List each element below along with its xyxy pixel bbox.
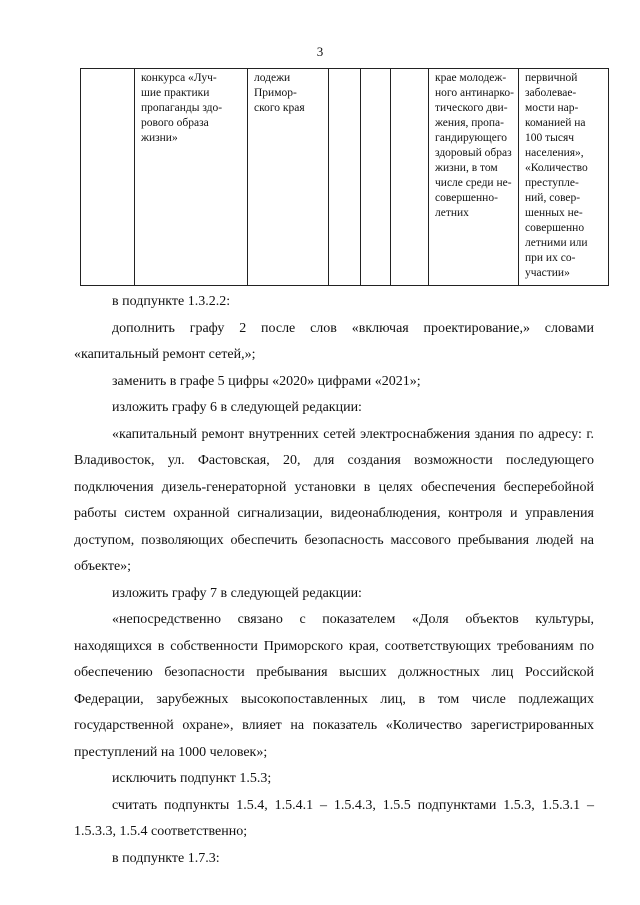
paragraph: исключить подпункт 1.5.3; — [112, 771, 272, 786]
paragraph: заменить в графе 5 цифры «2020» цифрами «2021»; — [112, 373, 421, 389]
table-cell: лодежи Примор- ского края — [248, 69, 329, 286]
paragraph: считать подпункты 1.5.4, 1.5.4.1 – 1.5.4.3, 1.5.5 подпунктами 1.5.3, 1.5.3.1 – 1.5.3.3, 1.5.4 соответственно; — [74, 797, 594, 839]
paragraph: «непосредственно связано с показателем «Доля объектов культуры, находящихся в собственности Приморского края, соответствующих требованиям по обеспечению безопасности пребывания высших должностных лиц Российской Федерации, зарубежных высокопоставленных лиц, в том числе подлежащих государственной охране», влияет на показатель «Количество зарегистрированных преступлений на 1000 человек»; — [74, 612, 594, 760]
paragraph: «капитальный ремонт сетей,»; — [74, 347, 256, 362]
table-cell — [329, 69, 361, 286]
table-cell — [391, 69, 429, 286]
paragraph: в подпункте 1.3.2.2: — [112, 294, 231, 309]
page-number: 3 — [316, 44, 324, 59]
table-fragment — [80, 68, 609, 286]
table-cell — [361, 69, 391, 286]
table-row — [81, 69, 609, 286]
table-cell: крае молодеж- ного антинарко- тического дви- жения, пропа- гандирующего здоровый образ жизни, в том числе среди не- совершенно- летних — [429, 69, 519, 286]
paragraph: «капитальный ремонт внутренних сетей электроснабжения здания по адресу: г. Владивосток, ул. Фастовская, 20, для создания возможности последующего подключения дизель-генераторной установки в целях обеспечения бесперебойной работы систем охранной сигнализации, видеонаблюдения, контроля и управления доступом, позволяющих обеспечить безопасность массового пребывания людей на объекте»; — [74, 426, 594, 574]
paragraph: изложить графу 6 в следующей редакции: — [112, 400, 362, 415]
paragraph: дополнить графу 2 после слов «включая проектирование,» словами — [112, 320, 594, 336]
paragraph: изложить графу 7 в следующей редакции: — [112, 585, 362, 601]
paragraph: в подпункте 1.7.3: — [112, 850, 220, 866]
document-body — [74, 289, 594, 872]
table-cell — [81, 69, 135, 286]
table-cell: конкурса «Луч- шие практики пропаганды здо- рового образа жизни» — [135, 69, 248, 286]
table-cell: первичной заболевае- мости нар- команией на 100 тысяч населения», «Количество преступле- ний, совер- шенных не- совершенно летними или при их со- участии» — [519, 69, 609, 286]
